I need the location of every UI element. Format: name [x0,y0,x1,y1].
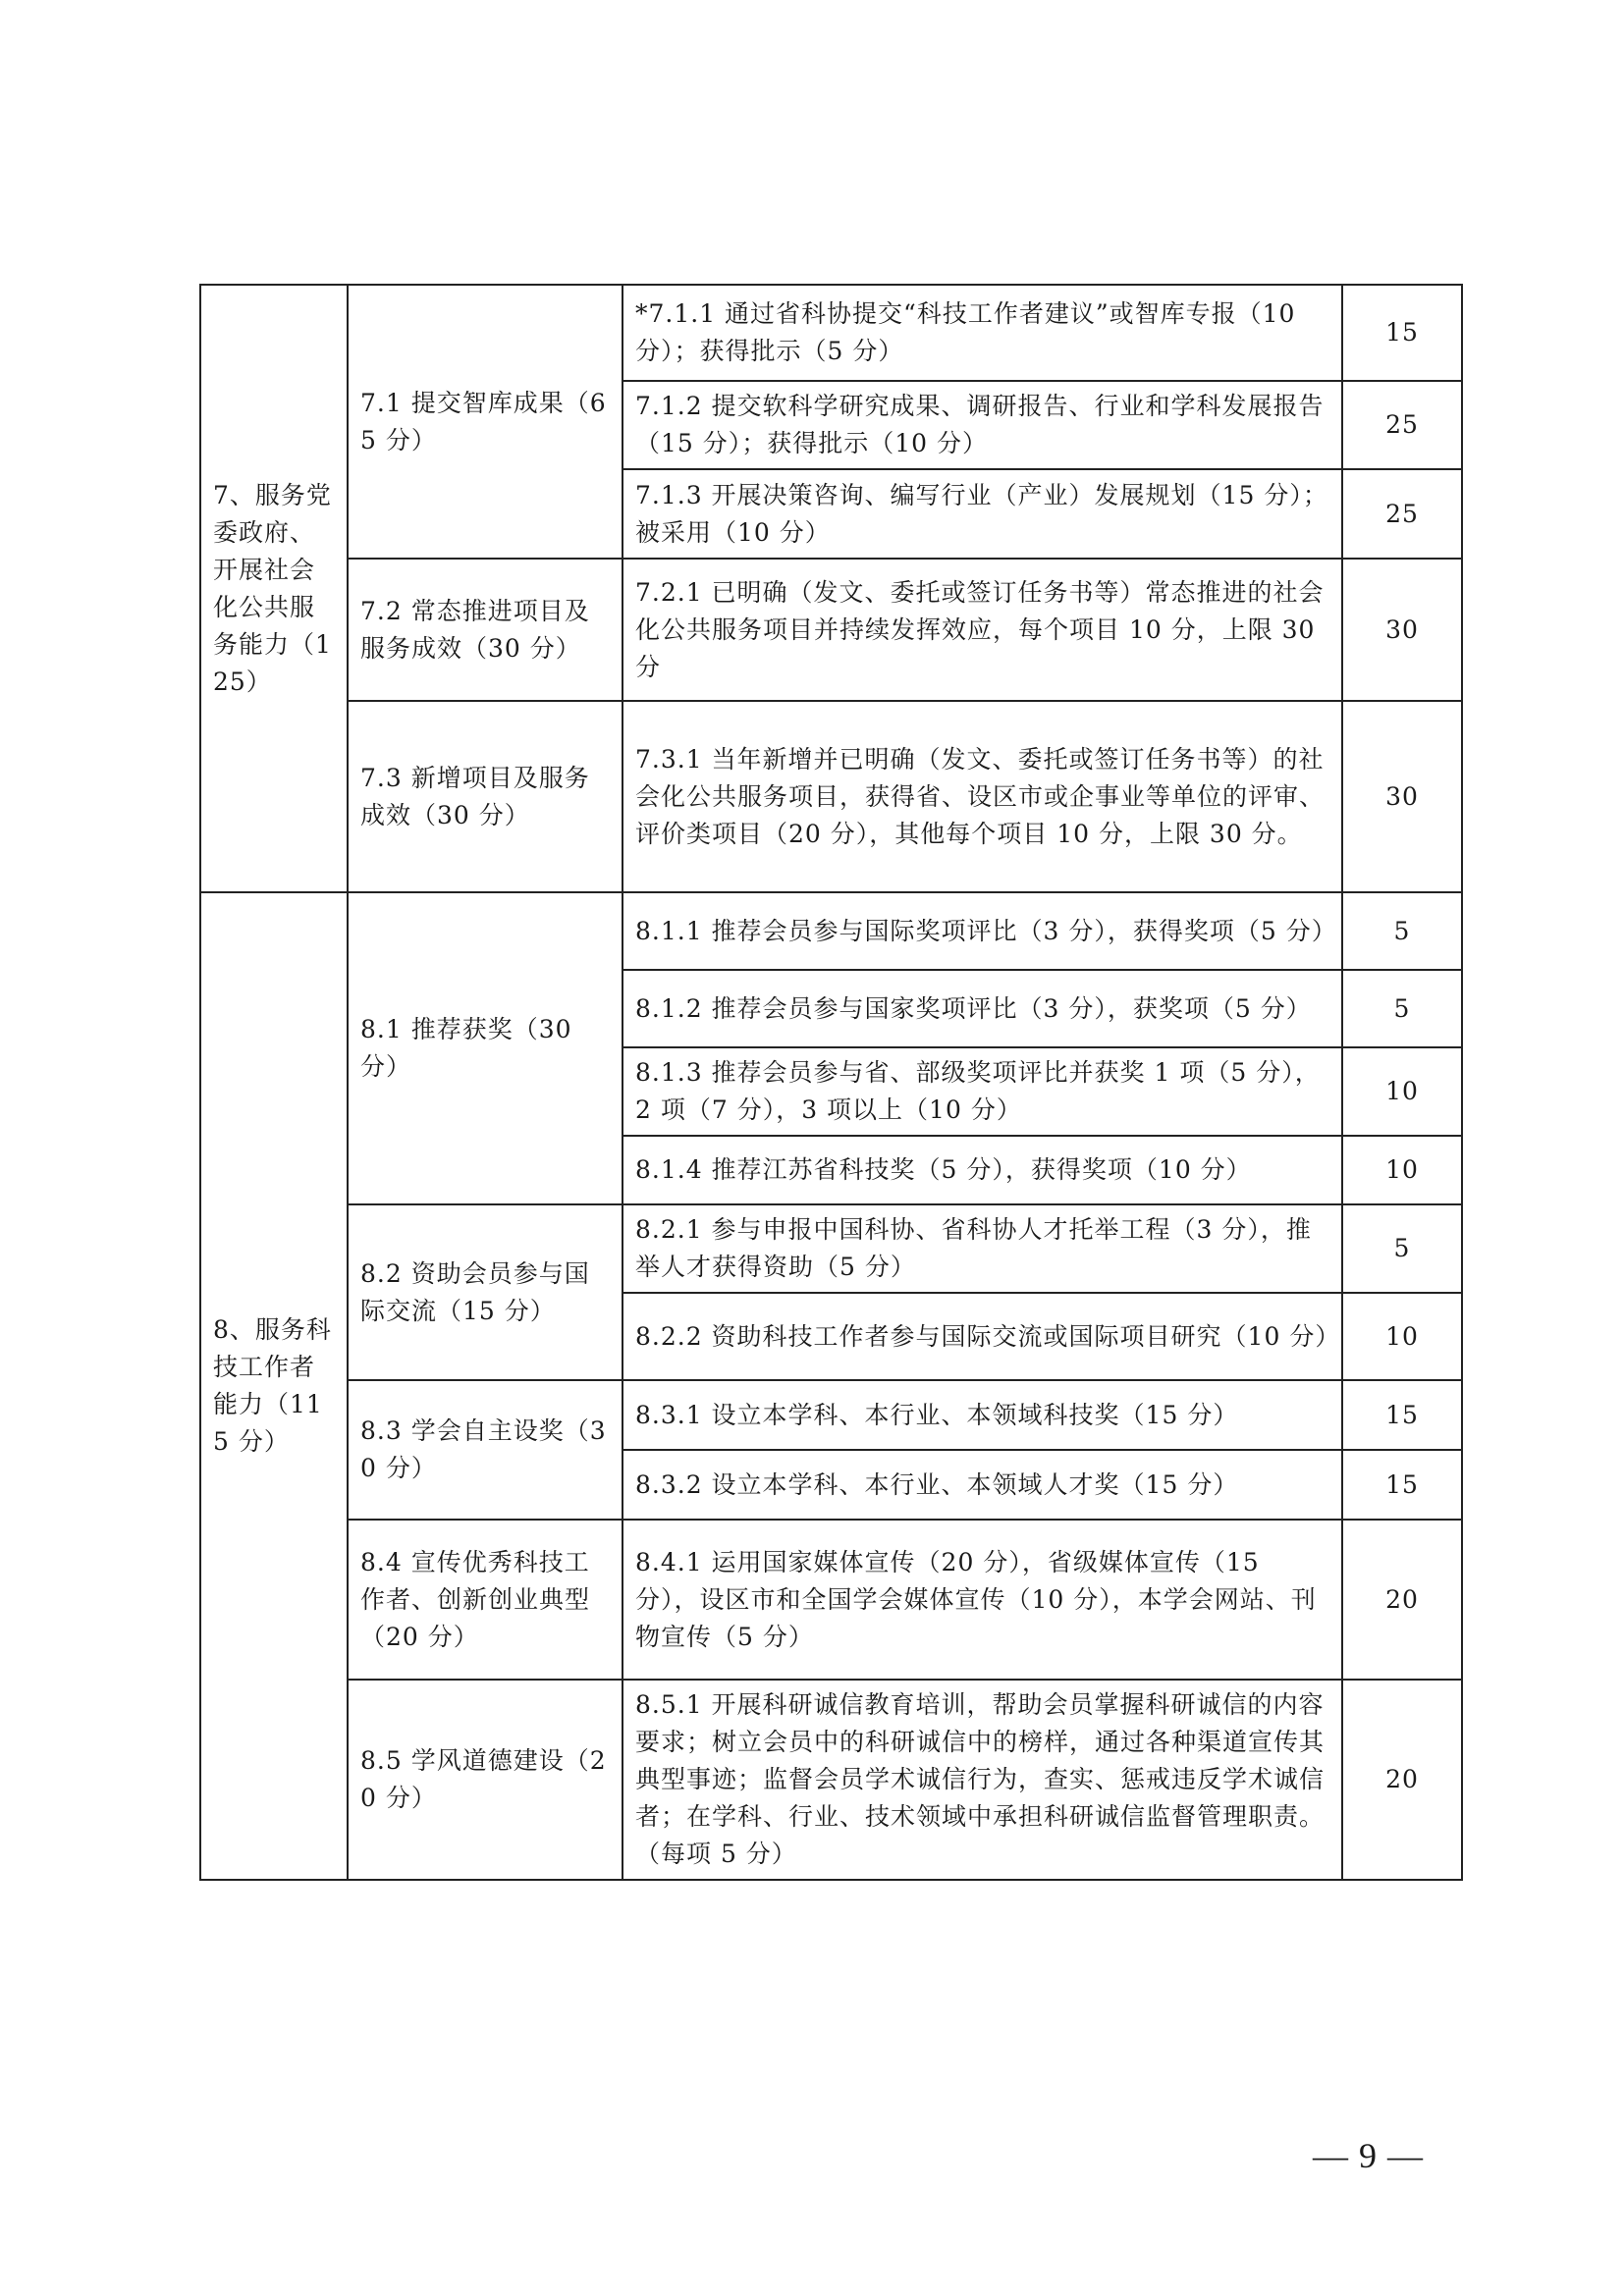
score-cell: 20 [1342,1680,1462,1880]
score-cell: 15 [1342,1380,1462,1450]
item-cell: 8.2.2 资助科技工作者参与国际交流或国际项目研究（10 分） [623,1293,1342,1380]
item-cell: 8.3.1 设立本学科、本行业、本领域科技奖（15 分） [623,1380,1342,1450]
group-cell: 7.3 新增项目及服务成效（30 分） [348,701,623,892]
group-cell: 8.5 学风道德建设（20 分） [348,1680,623,1880]
score-cell: 30 [1342,559,1462,701]
table-row [200,892,1462,970]
item-cell: 8.1.2 推荐会员参与国家奖项评比（3 分），获奖项（5 分） [623,970,1342,1047]
score-cell: 20 [1342,1520,1462,1680]
group-cell: 8.3 学会自主设奖（30 分） [348,1380,623,1520]
group-cell: 8.4 宣传优秀科技工作者、创新创业典型（20 分） [348,1520,623,1680]
score-cell: 5 [1342,892,1462,970]
score-cell: 10 [1342,1293,1462,1380]
item-cell: 8.5.1 开展科研诚信教育培训，帮助会员掌握科研诚信的内容要求；树立会员中的科研诚信中的榜样，通过各种渠道宣传其典型事迹；监督会员学术诚信行为，查实、惩戒违反学术诚信者；在学科、行业、技术领域中承担科研诚信监督管理职责。（每项 5 分） [623,1680,1342,1880]
group-cell: 7.1 提交智库成果（65 分） [348,285,623,559]
score-cell: 30 [1342,701,1462,892]
item-cell: 7.1.2 提交软科学研究成果、调研报告、行业和学科发展报告（15 分）；获得批示（10 分） [623,381,1342,469]
group-cell: 7.2 常态推进项目及服务成效（30 分） [348,559,623,701]
score-cell: 15 [1342,285,1462,381]
score-cell: 5 [1342,970,1462,1047]
table-row [200,1380,1462,1450]
score-cell: 15 [1342,1450,1462,1520]
item-cell: 8.1.3 推荐会员参与省、部级奖项评比并获奖 1 项（5 分），2 项（7 分），3 项以上（10 分） [623,1047,1342,1136]
group-cell: 8.2 资助会员参与国际交流（15 分） [348,1204,623,1380]
item-cell: 8.1.4 推荐江苏省科技奖（5 分），获得奖项（10 分） [623,1136,1342,1204]
item-cell: 8.1.1 推荐会员参与国际奖项评比（3 分），获得奖项（5 分） [623,892,1342,970]
table-row [200,1204,1462,1293]
item-cell: 7.3.1 当年新增并已明确（发文、委托或签订任务书等）的社会化公共服务项目，获得省、设区市或企事业等单位的评审、评价类项目（20 分），其他每个项目 10 分，上限 30 分。 [623,701,1342,892]
evaluation-table-body [200,285,1462,1880]
item-cell: 7.1.3 开展决策咨询、编写行业（产业）发展规划（15 分）；被采用（10 分） [623,469,1342,559]
table-row [200,559,1462,701]
score-cell: 25 [1342,381,1462,469]
table-row [200,1520,1462,1680]
score-cell: 5 [1342,1204,1462,1293]
evaluation-table [199,284,1463,1881]
item-cell: 8.3.2 设立本学科、本行业、本领域人才奖（15 分） [623,1450,1342,1520]
item-cell: 8.2.1 参与申报中国科协、省科协人才托举工程（3 分），推举人才获得资助（5 分） [623,1204,1342,1293]
table-row [200,1680,1462,1880]
category-cell: 7、服务党委政府、开展社会化公共服务能力（125） [200,285,348,892]
item-cell: *7.1.1 通过省科协提交“科技工作者建议”或智库专报（10 分）；获得批示（5 分） [623,285,1342,381]
page-number: — 9 — [1313,2136,1424,2175]
score-cell: 25 [1342,469,1462,559]
score-cell: 10 [1342,1047,1462,1136]
table-row [200,285,1462,381]
item-cell: 7.2.1 已明确（发文、委托或签订任务书等）常态推进的社会化公共服务项目并持续发挥效应，每个项目 10 分，上限 30 分 [623,559,1342,701]
group-cell: 8.1 推荐获奖（30 分） [348,892,623,1204]
table-row [200,701,1462,892]
score-cell: 10 [1342,1136,1462,1204]
category-cell: 8、服务科技工作者能力（115 分） [200,892,348,1880]
item-cell: 8.4.1 运用国家媒体宣传（20 分），省级媒体宣传（15 分），设区市和全国学会媒体宣传（10 分），本学会网站、刊物宣传（5 分） [623,1520,1342,1680]
